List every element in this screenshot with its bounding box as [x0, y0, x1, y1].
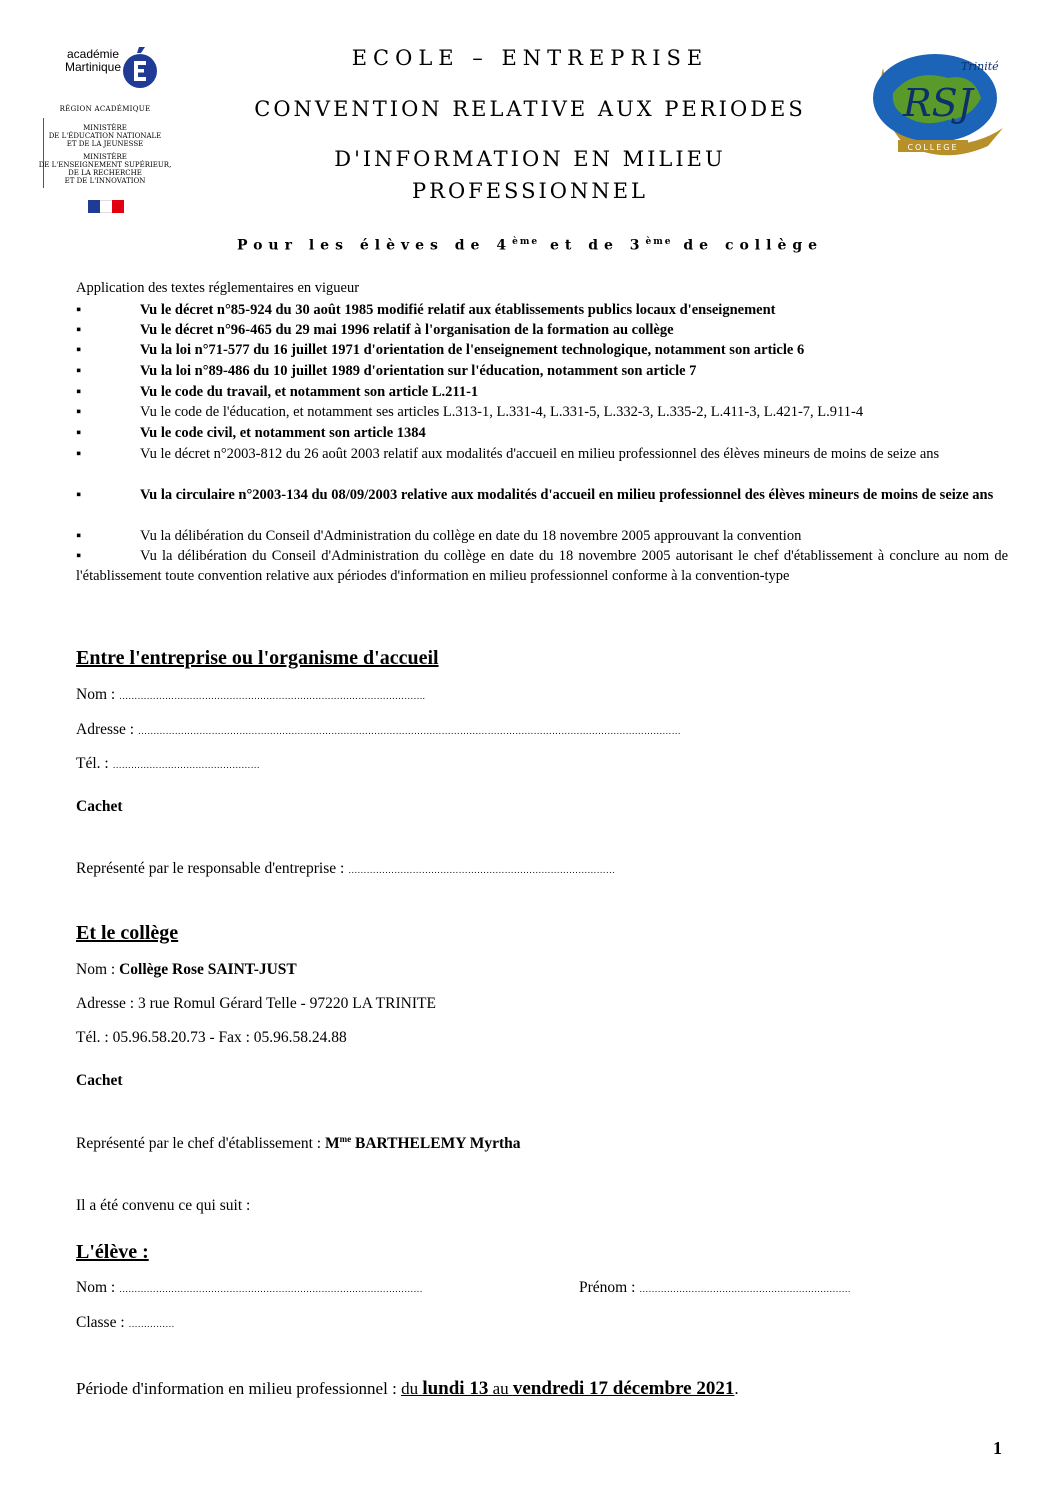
bullet-icon: ▪: [76, 342, 82, 358]
list-item: [76, 361, 1008, 381]
enterprise-address-field[interactable]: [76, 721, 681, 739]
intro-text: Application des textes réglementaires en vigueur: [76, 280, 360, 296]
bullet-icon: ▪: [76, 322, 82, 338]
list-item: [76, 526, 1008, 546]
list-item: [76, 300, 1008, 320]
enterprise-phone-field[interactable]: [76, 755, 260, 773]
student-firstname-field[interactable]: [579, 1279, 851, 1297]
ministry2-line: DE LA RECHERCHE: [68, 169, 142, 177]
ministry2-line: DE L'ENSEIGNEMENT SUPÉRIEUR,: [38, 161, 172, 169]
college-representative: [76, 1134, 521, 1153]
title-professionnel: PROFESSIONNEL: [412, 179, 648, 203]
list-item: [76, 546, 1008, 586]
period-label: Période d'information en milieu professionnel :: [76, 1379, 402, 1398]
bullet-text: Vu le code civil, et notamment son article 1384: [140, 425, 426, 441]
bullet-icon: ▪: [76, 302, 82, 318]
rep-title-sup: me: [339, 1134, 352, 1144]
bullet-text: Vu la circulaire n°2003-134 du 08/09/2003 relative aux modalités d'accueil en milieu professionnel des élèves mineurs de moins de seize ans: [140, 487, 994, 503]
college-stamp-label: Cachet: [76, 1072, 123, 1089]
fill-line: ……………………………………………………………………………………………………………………………………………………………: [138, 726, 681, 736]
agreement-text: Il a été convenu ce qui suit :: [76, 1197, 251, 1214]
ministry1-line: ET DE LA JEUNESSE: [66, 140, 144, 148]
list-item: [76, 340, 1008, 360]
ministry1-line: MINISTÈRE: [83, 124, 127, 132]
bullet-text: Vu le code de l'éducation, et notamment ses articles L.313-1, L.331-4, L.331-5, L.332-3, L.335-2, L.411-3, L.421-7, L.911-4: [140, 404, 864, 420]
bullet-icon: ▪: [76, 363, 82, 379]
subtitle-part: Pour les élèves de 4: [236, 237, 513, 254]
bullet-icon: ▪: [76, 404, 82, 420]
bullet-text: Vu la délibération du Conseil d'Administration du collège en date du 18 novembre 2005 approuvant la convention: [140, 528, 802, 544]
enterprise-heading: Entre l'entreprise ou l'organisme d'accueil: [76, 647, 439, 669]
bullet-icon: ▪: [76, 548, 82, 564]
field-label: Nom :: [76, 686, 120, 703]
field-label: Classe :: [76, 1314, 129, 1331]
list-item: [76, 423, 1008, 443]
rep-name: BARTHELEMY Myrtha: [351, 1135, 521, 1153]
bullet-icon: ▪: [76, 528, 82, 544]
student-heading: L'élève :: [76, 1241, 149, 1263]
bullet-text: Vu la délibération du Conseil d'Administration du collège en date du 18 novembre 2005 autorisant le chef d'établissement à conclure au nom de l'établissement toute convention relative aux périodes d'information en milieu professionnel conforme à la convention-type: [76, 548, 1008, 584]
college-phone: Tél. : 05.96.58.20.73 - Fax : 05.96.58.24.88: [76, 1029, 347, 1046]
bullet-text: Vu le décret n°96-465 du 29 mai 1996 relatif à l'organisation de la formation au collège: [140, 322, 674, 338]
bullet-text: Vu la loi n°71-577 du 16 juillet 1971 d'orientation de l'enseignement technologique, notamment son article 6: [140, 342, 805, 358]
field-label: Tél. :: [76, 755, 113, 772]
period-end: vendredi 17 décembre 2021: [512, 1378, 735, 1399]
period-line: [76, 1378, 739, 1400]
period-au: au: [488, 1379, 513, 1398]
fill-line: ……………………………………………………………………………: [348, 865, 616, 875]
college-logo-label: COLLEGE: [907, 143, 959, 152]
title-convention: CONVENTION RELATIVE AUX PERIODES: [254, 97, 806, 121]
fill-line: ……………: [128, 1319, 175, 1329]
title-information: D'INFORMATION EN MILIEU: [334, 147, 726, 171]
subtitle-sup: ème: [645, 237, 673, 247]
field-label: Représenté par le chef d'établissement :: [76, 1135, 325, 1153]
brand-line1: académie: [66, 47, 119, 61]
list-item: [76, 444, 1008, 464]
college-heading: Et le collège: [76, 922, 179, 944]
list-item: [76, 320, 1008, 340]
student-name-field[interactable]: [76, 1279, 423, 1297]
period-start: lundi 13: [422, 1378, 489, 1399]
period-dates: [401, 1379, 734, 1398]
college-logo-letters: RSJ: [903, 81, 973, 125]
college-name: [76, 961, 297, 979]
academie-brand: [65, 47, 122, 74]
ministry1-line: DE L'ÉDUCATION NATIONALE: [48, 132, 162, 140]
bullet-icon: ▪: [76, 384, 82, 400]
bullet-text: Vu le décret n°2003-812 du 26 août 2003 relatif aux modalités d'accueil en milieu professionnel des élèves mineurs de moins de seize ans: [140, 446, 940, 462]
bullet-text: Vu le décret n°85-924 du 30 août 1985 modifié relatif aux établissements publics locaux d'enseignement: [140, 302, 776, 318]
brand-line2: Martinique: [65, 60, 122, 74]
bullet-icon: ▪: [76, 425, 82, 441]
ministry2-line: ET DE L'INNOVATION: [64, 177, 146, 185]
field-label: Nom :: [76, 1279, 120, 1296]
bullet-icon: ▪: [76, 487, 82, 503]
bullet-text: Vu le code du travail, et notamment son article L.211-1: [140, 384, 479, 400]
bullet-text: Vu la loi n°89-486 du 10 juillet 1989 d'orientation sur l'éducation, notamment son article 7: [140, 363, 697, 379]
region-label: RÉGION ACADÉMIQUE: [59, 105, 151, 113]
french-flag-icon: [88, 200, 124, 213]
list-item: [76, 382, 1008, 402]
period-dot: .: [734, 1379, 739, 1398]
subtitle-sup: ème: [512, 237, 540, 247]
list-item: [76, 485, 1008, 505]
fill-line: ……………………………………………………………………………………….: [119, 691, 426, 701]
student-class-field[interactable]: [76, 1314, 175, 1332]
enterprise-stamp-label: Cachet: [76, 798, 123, 815]
fill-line: ……………………………………………………………: [639, 1284, 851, 1294]
page-number: 1: [993, 1438, 1002, 1458]
field-label: Adresse :: [76, 721, 138, 738]
list-item: [76, 402, 1008, 422]
ministry2-line: MINISTÈRE: [83, 153, 127, 161]
field-label: Nom :: [76, 961, 120, 978]
enterprise-name-field[interactable]: [76, 686, 425, 704]
title-ecole-entreprise: ECOLE – ENTREPRISE: [351, 46, 709, 70]
field-label: Prénom :: [579, 1279, 640, 1296]
field-label: Représenté par le responsable d'entreprise :: [76, 860, 349, 877]
subtitle-part: et de 3: [539, 237, 646, 254]
enterprise-representative-field[interactable]: [76, 860, 615, 878]
college-address: Adresse : 3 rue Romul Gérard Telle - 97220 LA TRINITE: [76, 995, 436, 1012]
college-name-value: Collège Rose SAINT-JUST: [119, 961, 297, 978]
subtitle-part: de collège: [672, 237, 824, 254]
bullet-icon: ▪: [76, 446, 82, 462]
ministry-education: [37, 124, 173, 148]
fill-line: ………………………………………………………………………………………: [119, 1284, 423, 1294]
period-du: du: [401, 1379, 423, 1398]
college-logo-script: Trinité: [961, 60, 999, 73]
fill-line: …………………………………………: [112, 760, 260, 770]
subtitle: [150, 237, 910, 254]
rep-title: M: [324, 1135, 340, 1153]
